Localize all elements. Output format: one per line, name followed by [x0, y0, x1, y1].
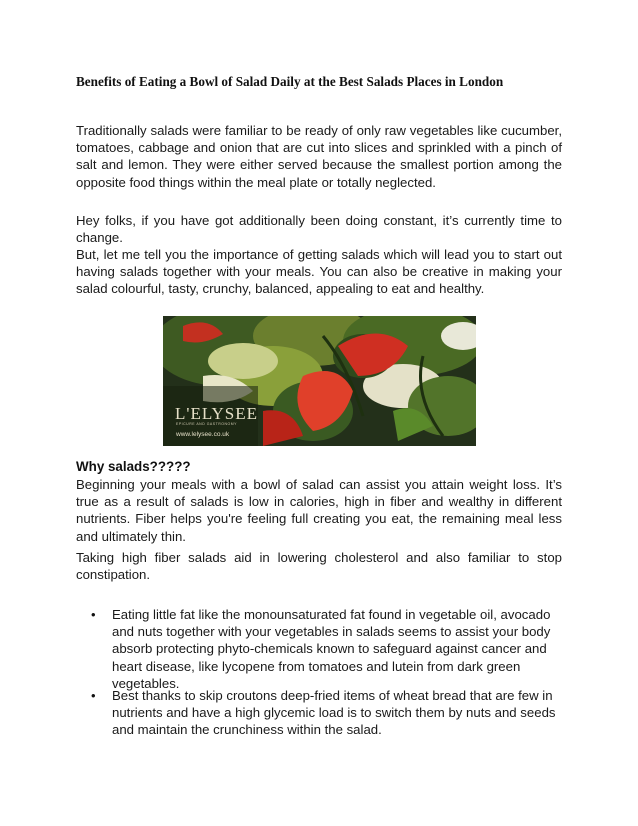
fiber-paragraph: Taking high fiber salads aid in lowering cholesterol and also familiar to stop constipation. [76, 550, 562, 583]
list-item-text: Eating little fat like the monounsaturated fat found in vegetable oil, avocado and nuts together with your vegetables in salads seems to assist your body absorb protecting phyto-chemicals known to safeguard against cancer and heart disease, like lycopene from tomatoes and lutein from dark green vegetables. [112, 607, 551, 691]
bullet-icon: • [91, 607, 96, 622]
elysee-logo: L'ELYSEE [175, 404, 259, 423]
elysee-logo-subtext: EPICURE AND GASTRONOMY [176, 422, 237, 426]
salad-illustration [163, 316, 476, 446]
salad-photo [163, 316, 476, 446]
list-item [91, 687, 558, 739]
document-title: Benefits of Eating a Bowl of Salad Daily at the Best Salads Places in London [76, 74, 504, 89]
weight-loss-paragraph: Beginning your meals with a bowl of salad can assist you attain weight loss. It’s true as a result of salads is low in calories, high in fiber and wealthy in different nutrients. Fiber helps you're feeling full creating you eat, the remaining meal less and ultimately thin. [76, 477, 562, 544]
list-item [91, 606, 558, 692]
list-item-text: Best thanks to skip croutons deep-fried items of wheat bread that are few in nutrients and have a high glycemic load is to switch them by nuts and seeds and maintain the crunchiness within the salad. [112, 688, 556, 738]
why-salads-heading: Why salads????? [76, 459, 191, 474]
intro-paragraph: Traditionally salads were familiar to be ready of only raw vegetables like cucumber, tomatoes, cabbage and onion that are cut into slices and sprinkled with a pinch of salt and lemon. They were either served because the smallest portion among the opposite food things within the meal plate or totally neglected. [76, 123, 562, 190]
elysee-url: www.lelysee.co.uk [176, 431, 230, 438]
bullet-icon: • [91, 688, 96, 703]
importance-paragraph: But, let me tell you the importance of getting salads which will lead you to start out having salads together with your meals. You can also be creative in making your salad colourful, tasty, crunchy, balanced, appealing to eat and healthy. [76, 247, 562, 297]
hey-folks-paragraph: Hey folks, if you have got additionally been doing constant, it’s currently time to change. [76, 213, 562, 246]
